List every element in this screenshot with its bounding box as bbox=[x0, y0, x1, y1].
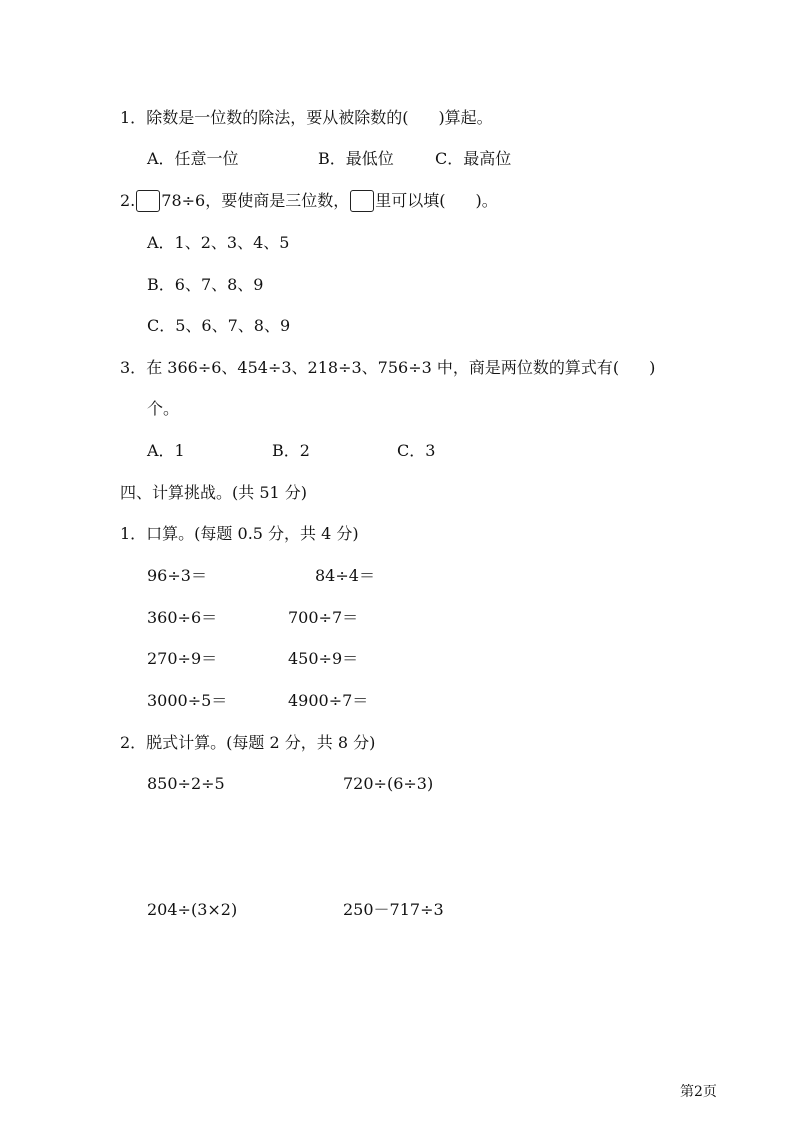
page-number: 第2页 bbox=[680, 1084, 717, 1100]
step-heading: 2．脱式计算。(每题 2 分，共 8 分) bbox=[120, 733, 376, 752]
section4-title: 四、计算挑战。(共 51 分) bbox=[120, 483, 308, 502]
q3-option-b: B．2 bbox=[272, 441, 310, 460]
oral-item: 450÷9＝ bbox=[288, 649, 359, 668]
q2-option-c: C．5、6、7、8、9 bbox=[147, 316, 291, 335]
step-item: 850÷2÷5 bbox=[147, 774, 225, 793]
q2-digit-box-ref bbox=[350, 190, 374, 212]
q1-text-b: )算起。 bbox=[438, 108, 493, 127]
q3-text-a: 在 366÷6、454÷3、218÷3、756÷3 中，商是两位数的算式有( bbox=[146, 358, 620, 377]
q1-option-c: C．最高位 bbox=[435, 149, 512, 168]
q2-stem bbox=[120, 190, 498, 212]
q2-option-b: B．6、7、8、9 bbox=[147, 275, 264, 294]
q1-stem bbox=[120, 107, 493, 129]
oral-item: 84÷4＝ bbox=[315, 566, 375, 585]
oral-item: 360÷6＝ bbox=[147, 608, 218, 627]
q2-number: 2. bbox=[120, 191, 136, 210]
oral-item: 270÷9＝ bbox=[147, 649, 218, 668]
q2-text-b: 里可以填( bbox=[375, 191, 446, 210]
q2-text-a: 78÷6，要使商是三位数， bbox=[161, 191, 350, 210]
oral-item: 3000÷5＝ bbox=[147, 691, 228, 710]
oral-item: 4900÷7＝ bbox=[288, 691, 369, 710]
oral-item: 96÷3＝ bbox=[147, 566, 207, 585]
q1-number: 1． bbox=[120, 108, 147, 127]
step-item: 250－717÷3 bbox=[343, 900, 444, 919]
q3-text-b: ) bbox=[649, 358, 656, 377]
q3-number: 3． bbox=[120, 358, 147, 377]
q2-text-c: )。 bbox=[475, 191, 498, 210]
oral-heading: 1．口算。(每题 0.5 分，共 4 分) bbox=[120, 524, 359, 543]
step-item: 720÷(6÷3) bbox=[343, 774, 434, 793]
q3-stem-continued: 个。 bbox=[147, 399, 180, 418]
q2-option-a: A．1、2、3、4、5 bbox=[147, 233, 290, 252]
q1-text-a: 除数是一位数的除法，要从被除数的( bbox=[146, 108, 409, 127]
q1-option-b: B．最低位 bbox=[318, 149, 394, 168]
step-item: 204÷(3×2) bbox=[147, 900, 238, 919]
q3-stem bbox=[120, 357, 655, 379]
q3-option-c: C．3 bbox=[397, 441, 436, 460]
q2-digit-box bbox=[136, 190, 160, 212]
q1-option-a: A．任意一位 bbox=[147, 149, 239, 168]
q3-option-a: A．1 bbox=[147, 441, 185, 460]
oral-item: 700÷7＝ bbox=[288, 608, 359, 627]
